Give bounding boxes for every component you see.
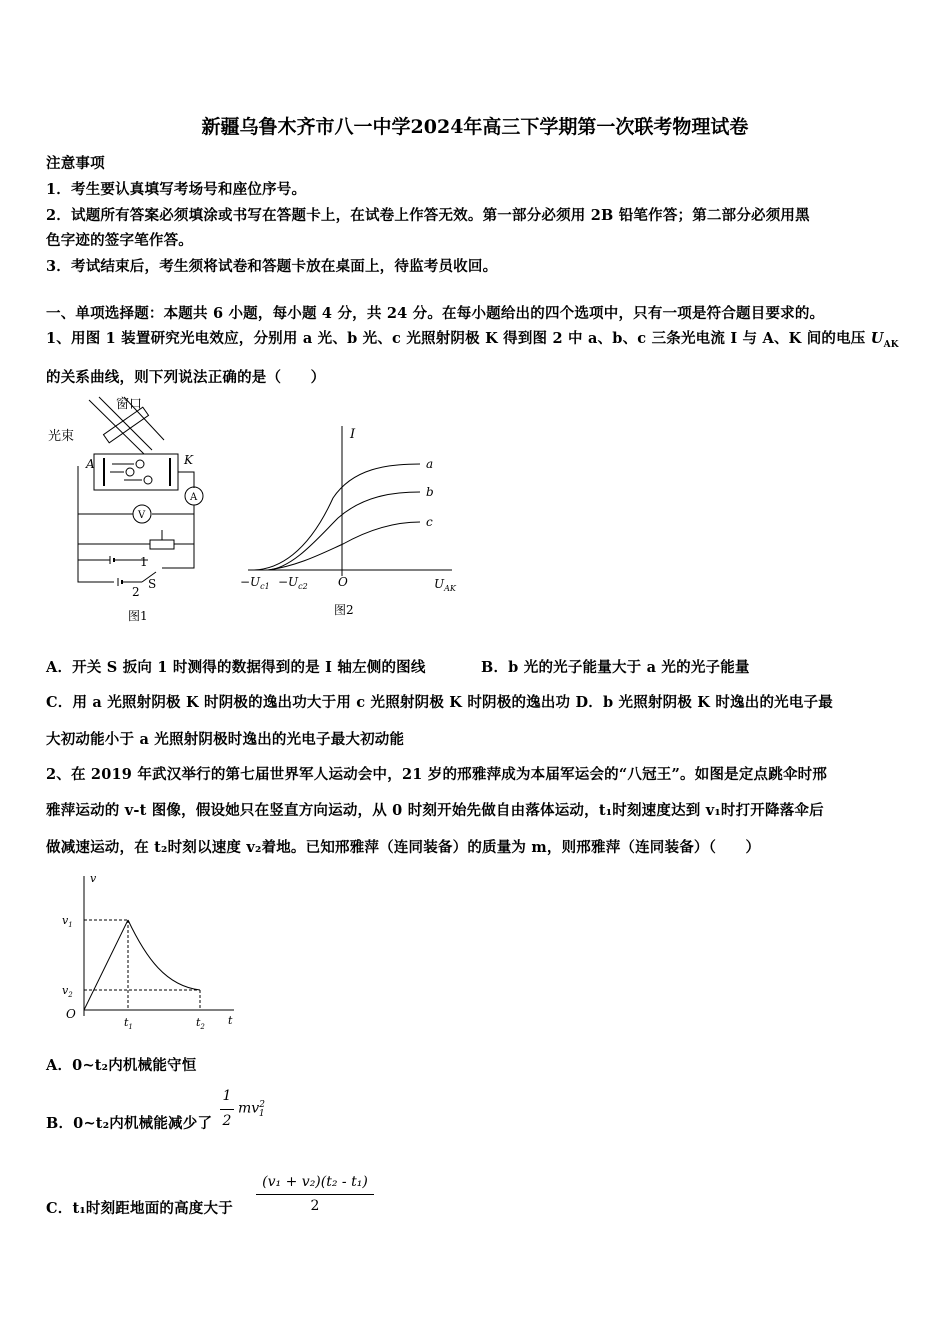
q2-option-b-sub: 1 — [258, 1109, 265, 1120]
fig1-voltmeter-label: V — [138, 510, 146, 521]
q1-figure2-iu-graph — [238, 418, 468, 632]
notice-item-3: 3．考试结束后，考生须将试卷和答题卡放在桌面上，待监考员收回。 — [46, 258, 498, 275]
q2-option-c-denominator: 2 — [310, 1198, 320, 1214]
fig1-window-label: 窗口 — [116, 397, 143, 412]
graph-v-label: v — [90, 872, 97, 885]
wire-left — [78, 466, 114, 582]
graph-t2-label: $t_2$ — [196, 1016, 205, 1031]
fig2-uc2-label: $-U_{c2}$ — [278, 575, 308, 591]
electron-icon — [126, 468, 134, 476]
wire-ammeter — [152, 505, 194, 514]
page-title: 新疆乌鲁木齐市八一中学2024年高三下学期第一次联考物理试卷 — [201, 116, 749, 138]
fig2-uc1-label: $-U_{c1}$ — [240, 575, 270, 591]
q2-option-c: C．t₁时刻距地面的高度大于 — [46, 1200, 233, 1217]
electron-icon — [144, 476, 152, 484]
q2-option-c-fraction-bar — [256, 1194, 374, 1195]
graph-t1-label: $t_1$ — [124, 1016, 133, 1031]
notice-item-1: 1．考生要认真填写考场号和座位序号。 — [46, 181, 307, 198]
q1-option-b: B．b 光的光子能量大于 a 光的光子能量 — [481, 659, 750, 676]
q1-option-c: C．用 a 光照射阴极 K 时阴极的逸出功大于用 c 光照射阴极 K 时阴极的逸出功 D．b 光照射阴极 K 时逸出的光电子最 — [46, 694, 833, 711]
fig2-curve-b-label: b — [426, 485, 434, 499]
q1-option-a — [46, 656, 426, 677]
decel-curve — [128, 920, 200, 990]
notice-heading: 注意事项 — [46, 155, 105, 172]
graph-v2-label: $v_2$ — [62, 984, 73, 999]
fig1-beam-label: 光束 — [48, 429, 75, 444]
fig1-pos1-label: 1 — [140, 555, 148, 569]
q2-stem-line1: 2、在 2019 年武汉举行的第七届世界军人运动会中，21 岁的邢雅萍成为本届军运会的“八冠王”。如图是定点跳伞时邢 — [46, 766, 828, 783]
graph-t-label: t — [228, 1014, 233, 1027]
q2-option-b-numerator: 1 — [222, 1088, 232, 1104]
q1-figure1-circuit — [44, 392, 234, 628]
fig1-k-label: K — [184, 453, 193, 467]
fig2-caption: 图2 — [334, 603, 354, 617]
fig1-a-label: A — [86, 457, 95, 471]
section-heading: 一、单项选择题：本题共 6 小题，每小题 4 分，共 24 分。在每小题给出的四个选项中，只有一项是符合题目要求的。 — [46, 305, 825, 322]
fig2-origin-label: O — [338, 575, 348, 589]
fig1-switch-label: S — [148, 577, 157, 591]
wire-rheostat-right — [174, 514, 194, 544]
q2-option-b: B．0~t₂内机械能减少了 — [46, 1115, 213, 1132]
q2-stem-line3: 做减速运动，在 t₂时刻以速度 v₂着地。已知邢雅萍（连同装备）的质量为 m，则邢雅萍（连同装备）（ ） — [46, 839, 761, 856]
freefall-line — [84, 920, 128, 1010]
q2-option-b-denominator: 2 — [222, 1113, 232, 1129]
notice-item-2-cont: 色字迹的签字笔作答。 — [46, 232, 193, 249]
q2-option-a: A．0~t₂内机械能守恒 — [46, 1057, 197, 1074]
q1-stem-line2: 的关系曲线，则下列说法正确的是（ ） — [46, 369, 326, 386]
electron-icon — [136, 460, 144, 468]
q2-option-c-numerator: (v₁ + v₂)(t₂ - t₁) — [262, 1174, 368, 1190]
window-icon — [103, 407, 148, 443]
rheostat-icon — [150, 540, 174, 549]
q1-uak-sub: AK — [883, 339, 899, 350]
q2-option-b-sup: 2 — [259, 1100, 265, 1110]
q1-option-a-text: A．开关 S 扳向 1 时测得的数据得到的是 I 轴左侧的图线 — [46, 659, 426, 676]
fig1-ammeter-label: A — [190, 492, 198, 503]
notice-item-2: 2．试题所有答案必须填涂或书写在答题卡上，在试卷上作答无效。第一部分必须用 2B 铅笔作答；第二部分必须用黑 — [46, 207, 810, 224]
q2-stem-line2: 雅萍运动的 v-t 图像，假设她只在竖直方向运动，从 0 时刻开始先做自由落体运动，t₁时刻速度达到 v₁时打开降落伞后 — [46, 802, 824, 819]
curve-c — [268, 522, 420, 570]
wire-right — [178, 472, 194, 488]
curve-a — [252, 464, 420, 570]
q2-option-b-fraction-bar — [220, 1109, 234, 1110]
fig2-ylabel: I — [350, 427, 356, 442]
curve-b — [268, 492, 420, 570]
fig1-caption: 图1 — [128, 609, 148, 623]
photo-tube — [94, 454, 178, 490]
fig1-pos2-label: 2 — [132, 585, 140, 599]
q1-uak: U — [870, 330, 884, 347]
fig2-xlabel: $U_{AK}$ — [434, 577, 456, 593]
fig2-curve-a-label: a — [426, 457, 434, 471]
q1-stem-text: 1、用图 1 装置研究光电效应，分别用 a 光、b 光、c 光照射阴极 K 得到图 2 中 a、b、c 三条光电流 I 与 A、K 间的电压 — [46, 330, 866, 347]
wire-switch — [162, 544, 194, 568]
q1-stem-line1 — [46, 327, 899, 350]
q2-vt-graph — [56, 868, 246, 1034]
q2-option-b-expression — [238, 1100, 265, 1119]
q2-option-b-mv: mv — [238, 1100, 260, 1117]
graph-origin-label: O — [66, 1007, 76, 1021]
graph-v1-label: $v_1$ — [62, 914, 73, 929]
fig2-curve-c-label: c — [426, 515, 433, 529]
q1-option-d-cont: 大初动能小于 a 光照射阴极时逸出的光电子最大初动能 — [46, 731, 405, 748]
